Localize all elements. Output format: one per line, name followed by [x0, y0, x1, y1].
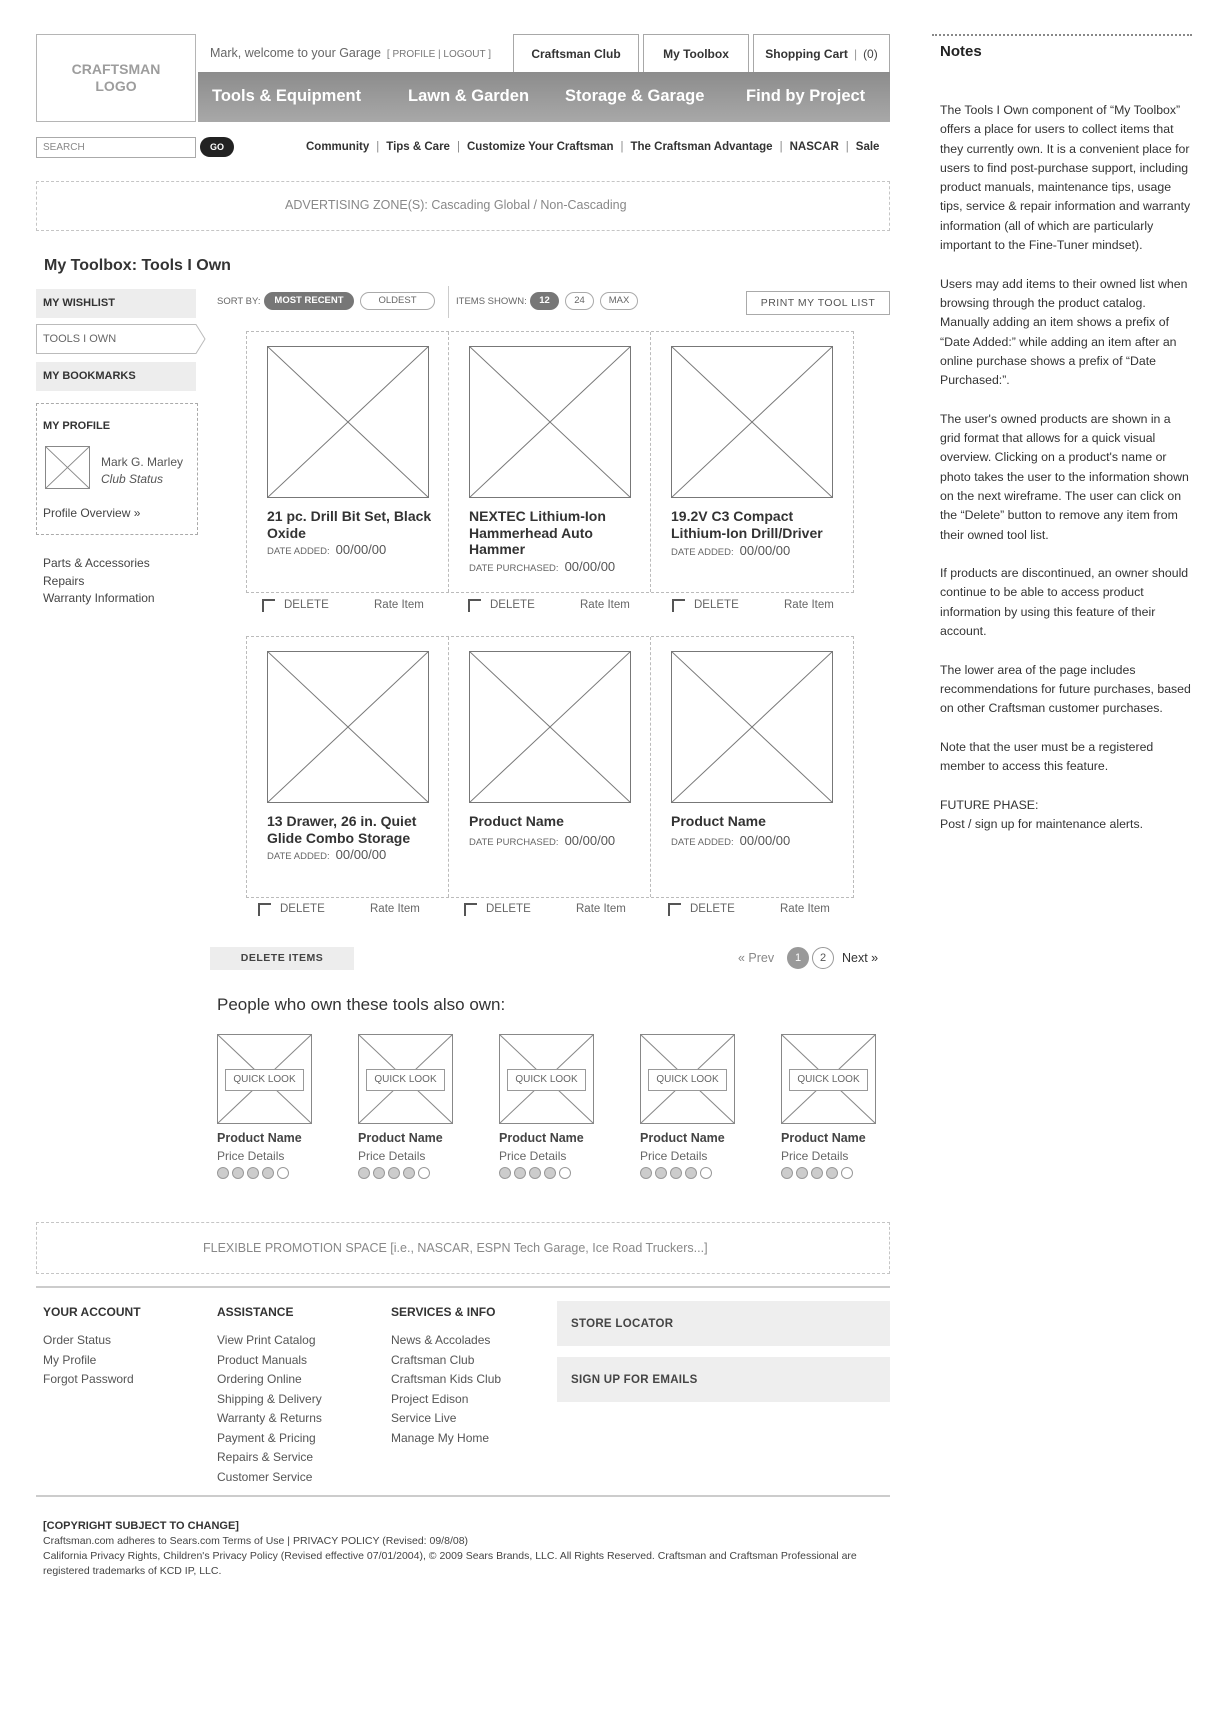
footer-link[interactable]: Product Manuals — [217, 1352, 308, 1367]
profile-overview-link[interactable]: Profile Overview » — [43, 506, 141, 520]
delete-checkbox[interactable] — [262, 599, 275, 612]
profile-box — [36, 403, 198, 535]
price-details: Price Details — [217, 1149, 285, 1163]
rating-dot — [655, 1167, 667, 1179]
pagination-prev[interactable]: « Prev — [738, 951, 775, 965]
footer-link[interactable]: Forgot Password — [43, 1372, 134, 1386]
product-card — [449, 637, 651, 897]
rating-stars — [640, 1167, 712, 1179]
copyright-line: California Privacy Rights, Children's Privacy Policy (Revised effective 07/01/2004), © 2009 Sears Brands, LLC. All Rights Reserved. Craftsman and Craftsman Professional are registered trademarks of KCD IP, LLC. — [43, 1550, 857, 1577]
rating-stars — [499, 1167, 571, 1179]
footer-services-info — [391, 1305, 501, 1448]
product-date — [671, 543, 790, 558]
product-image-placeholder[interactable] — [469, 651, 631, 803]
link-warranty-information[interactable]: Warranty Information — [43, 591, 155, 605]
footer-link[interactable]: View Print Catalog — [217, 1333, 316, 1347]
notes-body — [940, 101, 1192, 854]
delete-checkbox[interactable] — [668, 903, 681, 916]
product-date — [267, 847, 386, 862]
rating-dot — [811, 1167, 823, 1179]
items-shown-max[interactable]: MAX — [600, 292, 638, 310]
profile-name-block — [101, 454, 183, 488]
link-sale[interactable]: Sale — [855, 141, 880, 153]
rate-item-link[interactable]: Rate Item — [784, 599, 834, 611]
recommendation-card — [217, 1034, 327, 1184]
product-name[interactable]: 19.2V C3 Compact Lithium-Ion Drill/Driver — [671, 508, 823, 541]
tab-label: Shopping Cart — [765, 46, 848, 61]
product-image-placeholder[interactable] — [671, 346, 833, 498]
items-shown-label: ITEMS SHOWN: — [456, 296, 527, 307]
rating-dot — [781, 1167, 793, 1179]
notes-paragraph: The user's owned products are shown in a grid format that allows for a quick visual overview. Clicking on a product's name or photo takes the user to the information shown on the next wireframe. The user can click on the “Delete” button to remove any item from their owned tool list. — [940, 411, 1189, 542]
recommendation-card — [640, 1034, 750, 1184]
product-image-placeholder[interactable] — [671, 651, 833, 803]
product-date — [469, 833, 615, 848]
advertising-zone: ADVERTISING ZONE(S): Cascading Global / Non-Cascading — [36, 181, 890, 231]
rating-stars — [217, 1167, 289, 1179]
tab-craftsman-club[interactable] — [513, 34, 639, 72]
footer-link[interactable]: Shipping & Delivery — [217, 1391, 322, 1406]
link-customize[interactable]: Customize Your Craftsman — [466, 141, 614, 153]
product-name[interactable]: Product Name — [217, 1131, 302, 1145]
product-card — [247, 637, 449, 897]
cart-count: (0) — [863, 46, 878, 61]
delete-checkbox[interactable] — [672, 599, 685, 612]
product-grid-row — [246, 331, 854, 593]
footer-link[interactable]: Order Status — [43, 1333, 112, 1347]
quick-look-button[interactable]: QUICK LOOK — [789, 1069, 868, 1091]
date-label: DATE PURCHASED: — [469, 563, 559, 574]
product-name[interactable]: Product Name — [671, 813, 766, 829]
rating-stars — [781, 1167, 853, 1179]
date-label: DATE ADDED: — [267, 851, 330, 862]
notes-divider — [932, 34, 1192, 36]
date-label: DATE ADDED: — [671, 837, 734, 848]
rating-dot — [544, 1167, 556, 1179]
sort-most-recent[interactable]: MOST RECENT — [264, 292, 354, 310]
delete-checkbox[interactable] — [464, 903, 477, 916]
rating-dot — [826, 1167, 838, 1179]
date-value: 00/00/00 — [564, 833, 616, 848]
rating-dot — [232, 1167, 244, 1179]
date-value: 00/00/00 — [564, 559, 616, 574]
footer-link[interactable]: Manage My Home — [391, 1430, 490, 1445]
rating-dot — [559, 1167, 571, 1179]
link-craftsman-advantage[interactable]: The Craftsman Advantage — [630, 141, 773, 153]
footer-divider — [36, 1286, 890, 1288]
product-image-placeholder[interactable] — [267, 346, 429, 498]
page-title: My Toolbox: Tools I Own — [44, 257, 231, 274]
rating-dot — [700, 1167, 712, 1179]
notes-paragraph: FUTURE PHASE: Post / sign up for maintenance alerts. — [940, 797, 1144, 831]
rating-stars — [358, 1167, 430, 1179]
product-card — [247, 332, 449, 592]
rate-item-link[interactable]: Rate Item — [576, 903, 626, 915]
rate-item-link[interactable]: Rate Item — [370, 903, 420, 915]
rating-dot — [670, 1167, 682, 1179]
rate-item-link[interactable]: Rate Item — [780, 903, 830, 915]
utility-links: Community | Tips & Care | Customize Your Craftsman | The Craftsman Advantage | NASCAR | Sale — [306, 141, 880, 153]
price-details: Price Details — [499, 1149, 567, 1163]
footer-link[interactable]: My Profile — [43, 1352, 97, 1367]
footer-your-account — [43, 1305, 141, 1390]
rating-dot — [841, 1167, 853, 1179]
footer-divider — [36, 1495, 890, 1497]
pagination-page-2[interactable]: 2 — [812, 947, 834, 969]
price-details: Price Details — [781, 1149, 849, 1163]
date-value: 00/00/00 — [739, 833, 791, 848]
product-date — [469, 559, 615, 574]
tab-label: Craftsman Club — [531, 46, 621, 61]
avatar — [45, 446, 90, 489]
pagination-page-1[interactable]: 1 — [787, 947, 809, 969]
quick-look-button[interactable]: QUICK LOOK — [366, 1069, 445, 1091]
link-community[interactable]: Community — [306, 141, 370, 153]
product-grid-row — [246, 636, 854, 898]
product-card — [449, 332, 651, 592]
rating-dot — [796, 1167, 808, 1179]
store-locator-button[interactable]: STORE LOCATOR — [557, 1301, 890, 1346]
product-name[interactable]: Product Name — [640, 1131, 725, 1145]
link-repairs[interactable]: Repairs — [43, 573, 85, 588]
footer-link[interactable]: Customer Service — [217, 1469, 313, 1484]
footer-link[interactable]: Repairs & Service — [217, 1450, 314, 1464]
footer-link[interactable]: Service Live — [391, 1411, 457, 1425]
rating-dot — [529, 1167, 541, 1179]
delete-link[interactable]: DELETE — [284, 599, 329, 611]
rating-dot — [217, 1167, 229, 1179]
delete-link[interactable]: DELETE — [694, 599, 739, 611]
product-name[interactable]: Product Name — [499, 1131, 584, 1145]
welcome-message — [210, 46, 491, 60]
sidebar-item-wishlist[interactable]: MY WISHLIST — [36, 289, 196, 318]
date-value: 00/00/00 — [335, 847, 387, 862]
sidebar-item-label: TOOLS I OWN — [43, 333, 117, 345]
product-card — [651, 637, 853, 897]
link-tips-care[interactable]: Tips & Care — [386, 141, 450, 153]
search-input[interactable]: SEARCH — [36, 137, 196, 158]
nav-tools-equipment[interactable]: Tools & Equipment — [212, 87, 362, 105]
rating-dot — [358, 1167, 370, 1179]
notes-paragraph: Note that the user must be a registered member to access this feature. — [940, 739, 1154, 774]
footer-link[interactable]: Craftsman Club — [391, 1352, 475, 1367]
delete-link[interactable]: DELETE — [490, 599, 535, 611]
profile-status: Club Status — [101, 472, 164, 486]
also-own-heading: People who own these tools also own: — [217, 995, 506, 1014]
product-name[interactable]: Product Name — [781, 1131, 866, 1145]
delete-link[interactable]: DELETE — [280, 903, 325, 915]
craftsman-logo[interactable]: CRAFTSMAN LOGO — [36, 34, 196, 122]
footer-link[interactable]: Warranty & Returns — [217, 1411, 322, 1425]
date-label: DATE ADDED: — [671, 547, 734, 558]
recommendation-card — [499, 1034, 609, 1184]
delete-link[interactable]: DELETE — [486, 903, 531, 915]
quick-look-button[interactable]: QUICK LOOK — [225, 1069, 304, 1091]
rating-dot — [499, 1167, 511, 1179]
notes-paragraph: Users may add items to their owned list when browsing through the product catalog. Manually adding an item shows a prefix of “Date Added:” while adding an item after an online purchase shows a prefix of “Date Purchased:”. — [940, 276, 1188, 388]
rate-item-link[interactable]: Rate Item — [374, 599, 424, 611]
welcome-text: Mark, welcome to your Garage — [210, 46, 381, 60]
date-value: 00/00/00 — [739, 543, 791, 558]
price-details: Price Details — [358, 1149, 426, 1163]
print-tool-list-button[interactable]: PRINT MY TOOL LIST — [746, 291, 890, 315]
items-shown-12[interactable]: 12 — [530, 292, 559, 310]
rating-dot — [388, 1167, 400, 1179]
main-nav — [198, 72, 890, 122]
sort-oldest[interactable]: OLDEST — [360, 292, 435, 310]
rating-dot — [640, 1167, 652, 1179]
footer-heading: SERVICES & INFO — [391, 1305, 496, 1319]
product-image-placeholder[interactable] — [469, 346, 631, 498]
footer-link[interactable]: Project Edison — [391, 1391, 469, 1406]
rating-dot — [418, 1167, 430, 1179]
price-details: Price Details — [640, 1149, 708, 1163]
delete-link[interactable]: DELETE — [690, 903, 735, 915]
delete-checkbox[interactable] — [258, 903, 271, 916]
delete-checkbox[interactable] — [468, 599, 481, 612]
sidebar-item-tools-i-own[interactable] — [36, 324, 206, 354]
copyright-line[interactable]: Craftsman.com adheres to Sears.com Terms of Use | PRIVACY POLICY (Revised: 09/8/08) — [43, 1535, 469, 1547]
date-label: DATE PURCHASED: — [469, 837, 559, 848]
footer-heading: ASSISTANCE — [217, 1305, 294, 1319]
nav-find-by-project[interactable]: Find by Project — [746, 87, 866, 105]
link-nascar[interactable]: NASCAR — [789, 141, 839, 153]
sidebar-links — [43, 555, 155, 608]
delete-items-button[interactable]: DELETE ITEMS — [210, 947, 354, 970]
tab-shopping-cart[interactable]: Shopping Cart | (0) — [753, 34, 890, 72]
product-name[interactable]: Product Name — [469, 813, 564, 829]
footer-link[interactable]: News & Accolades — [391, 1333, 491, 1347]
rating-dot — [247, 1167, 259, 1179]
notes-title: Notes — [940, 43, 982, 60]
notes-paragraph: The Tools I Own component of “My Toolbox” offers a place for users to collect items that they currently own. It is a convenient place for users to find post-purchase support, including product manuals, maintenance tips, usage tips, service & repair information and warranty information (all of which are particularly important to the Fine-Tuner mindset). — [940, 103, 1191, 253]
rating-dot — [373, 1167, 385, 1179]
tab-label: My Toolbox — [663, 46, 729, 61]
sidebar-item-bookmarks[interactable]: MY BOOKMARKS — [36, 362, 196, 391]
nav-lawn-garden[interactable]: Lawn & Garden — [408, 87, 530, 105]
rating-dot — [277, 1167, 289, 1179]
footer-link[interactable]: Craftsman Kids Club — [391, 1372, 502, 1386]
profile-name: Mark G. Marley — [101, 455, 184, 469]
divider — [448, 286, 449, 318]
rating-dot — [514, 1167, 526, 1179]
promotion-space: FLEXIBLE PROMOTION SPACE [i.e., NASCAR, ESPN Tech Garage, Ice Road Truckers...] — [36, 1222, 890, 1274]
profile-logout-links[interactable]: [ PROFILE | LOGOUT ] — [386, 49, 492, 60]
rate-item-link[interactable]: Rate Item — [580, 599, 630, 611]
recommendation-card — [358, 1034, 468, 1184]
rating-dot — [262, 1167, 274, 1179]
tab-my-toolbox[interactable] — [643, 34, 749, 72]
product-name[interactable]: 21 pc. Drill Bit Set, Black Oxide — [267, 508, 432, 541]
sign-up-emails-button[interactable]: SIGN UP FOR EMAILS — [557, 1357, 890, 1402]
product-date — [267, 542, 386, 557]
nav-storage-garage[interactable]: Storage & Garage — [565, 87, 705, 105]
profile-header: MY PROFILE — [43, 420, 111, 432]
sort-by-label: SORT BY: — [217, 296, 261, 307]
product-name[interactable]: 13 Drawer, 26 in. Quiet Glide Combo Storage — [267, 813, 417, 846]
search-go-button[interactable]: GO — [200, 137, 234, 157]
notes-paragraph: The lower area of the page includes recommendations for future purchases, based on other Craftsman customer purchases. — [940, 662, 1191, 716]
product-card — [651, 332, 853, 592]
footer-assistance — [217, 1305, 322, 1487]
items-shown-24[interactable]: 24 — [565, 292, 594, 310]
recommendation-card — [781, 1034, 891, 1184]
quick-look-button[interactable]: QUICK LOOK — [648, 1069, 727, 1091]
copyright — [43, 1519, 863, 1579]
date-label: DATE ADDED: — [267, 546, 330, 557]
footer-link[interactable]: Ordering Online — [217, 1372, 302, 1386]
product-date — [671, 833, 790, 848]
footer-heading: YOUR ACCOUNT — [43, 1305, 141, 1319]
rating-dot — [403, 1167, 415, 1179]
rating-dot — [685, 1167, 697, 1179]
copyright-title: [COPYRIGHT SUBJECT TO CHANGE] — [43, 1520, 239, 1532]
date-value: 00/00/00 — [335, 542, 387, 557]
product-name[interactable]: NEXTEC Lithium-Ion Hammerhead Auto Hammer — [469, 508, 606, 557]
pagination-next[interactable]: Next » — [842, 951, 879, 965]
product-name[interactable]: Product Name — [358, 1131, 443, 1145]
footer-link[interactable]: Payment & Pricing — [217, 1430, 316, 1445]
quick-look-button[interactable]: QUICK LOOK — [507, 1069, 586, 1091]
link-parts-accessories[interactable]: Parts & Accessories — [43, 556, 150, 570]
notes-paragraph: If products are discontinued, an owner should continue to be able to access product information by using this feature of their account. — [940, 566, 1189, 639]
product-image-placeholder[interactable] — [267, 651, 429, 803]
